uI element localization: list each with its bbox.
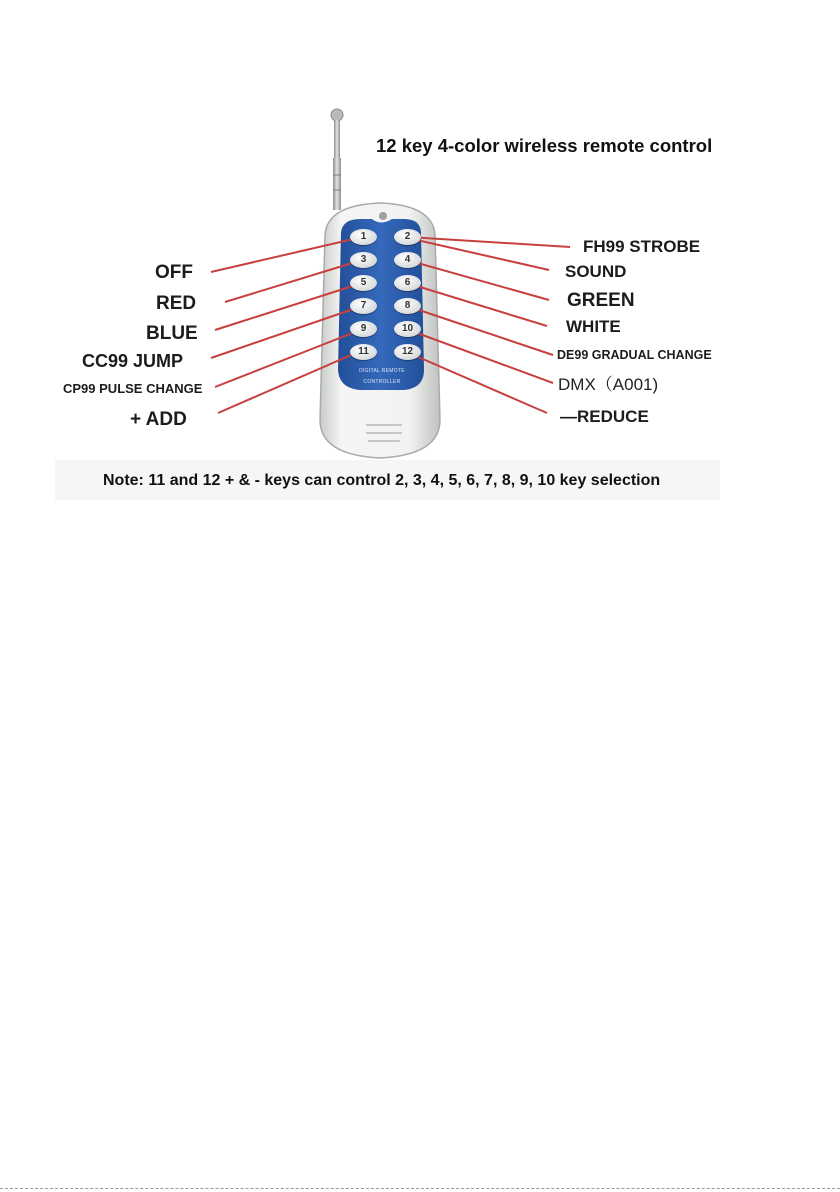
label-key-2: FH99 STROBE	[583, 237, 701, 256]
label-key-7: CC99 JUMP	[82, 351, 184, 371]
remote-brand-text	[355, 366, 409, 388]
remote-key-4[interactable]: 4	[394, 252, 421, 268]
label-key-3: RED	[156, 293, 197, 314]
label-key-5: BLUE	[146, 323, 198, 344]
label-reduce: —REDUCE	[560, 407, 649, 426]
label-key-8: WHITE	[566, 317, 621, 336]
label-key-4: SOUND	[565, 262, 627, 281]
remote-key-5[interactable]: 5	[350, 275, 377, 291]
remote-brand-line1: DIGITAL REMOTE	[359, 368, 405, 374]
label-key-9: CP99 PULSE CHANGE	[63, 381, 203, 396]
remote-key-12[interactable]: 12	[394, 344, 421, 360]
remote-key-3[interactable]: 3	[350, 252, 377, 268]
remote-key-7[interactable]: 7	[350, 298, 377, 314]
remote-key-6[interactable]: 6	[394, 275, 421, 291]
label-key-10: DE99 GRADUAL CHANGE	[557, 348, 712, 362]
label-key-11: + ADD	[130, 409, 187, 430]
remote-key-10[interactable]: 10	[394, 321, 421, 337]
remote-key-9[interactable]: 9	[350, 321, 377, 337]
figure-title: 12 key 4-color wireless remote control	[376, 135, 713, 156]
remote-key-11[interactable]: 11	[350, 344, 377, 360]
label-key-12: DMX（A001)	[558, 375, 659, 394]
remote-key-8[interactable]: 8	[394, 298, 421, 314]
remote-key-1[interactable]: 1	[350, 229, 377, 245]
label-key-1: OFF	[155, 262, 193, 283]
remote-brand-line2: CONTROLLER	[363, 379, 401, 385]
label-key-6: GREEN	[567, 290, 635, 311]
page-bottom-rule	[0, 1188, 840, 1189]
figure-note: Note: 11 and 12 + & - keys can control 2, 3, 4, 5, 6, 7, 8, 9, 10 key selection	[103, 472, 661, 489]
remote-key-2[interactable]: 2	[394, 229, 421, 245]
